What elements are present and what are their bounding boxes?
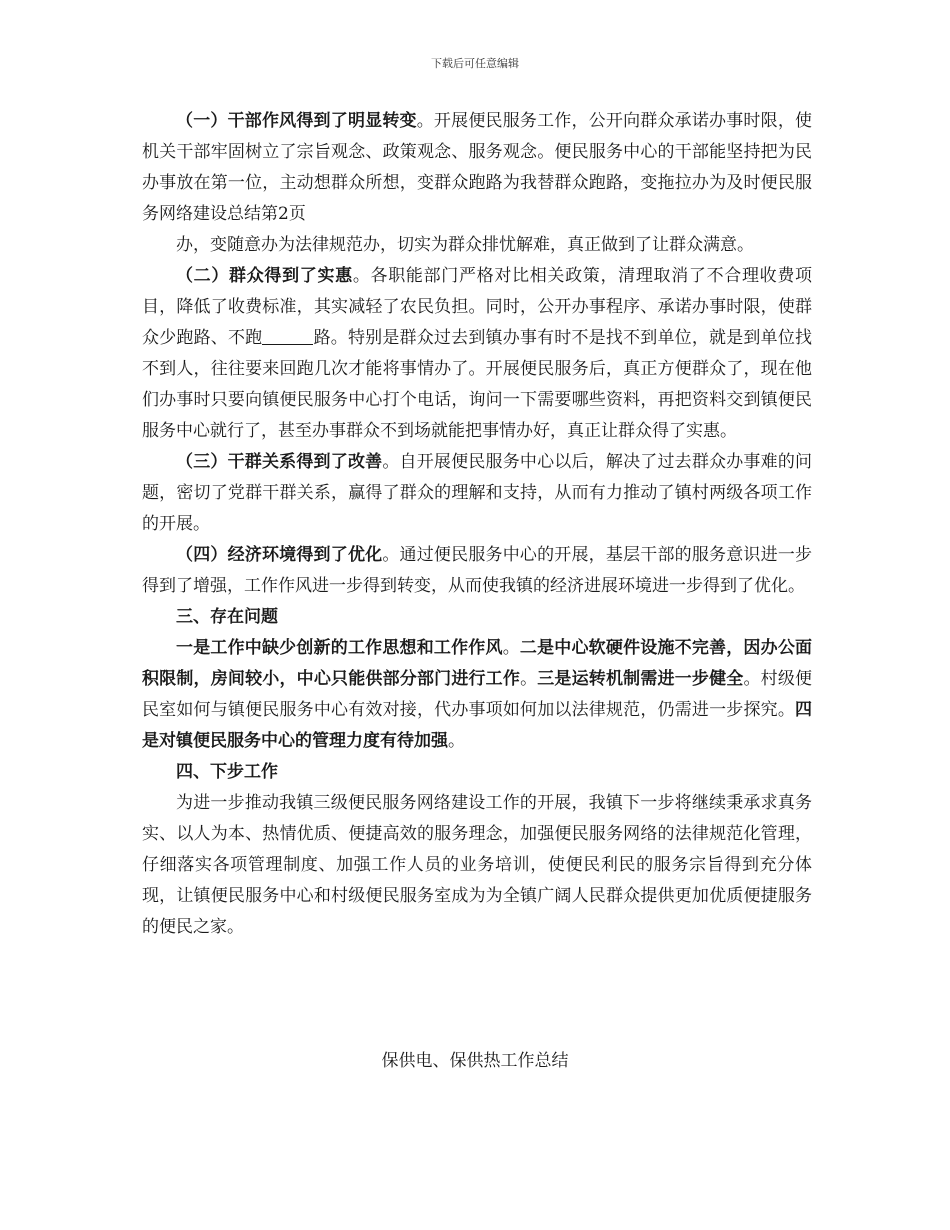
paragraph-economy [142,540,812,602]
paragraph-text: 为进一步推动我镇三级便民服务网络建设工作的开展，我镇下一步将继续秉承求真务实、以人为本、热情优质、便捷高效的服务理念，加强便民服务网络的法律规范化管理，仔细落实各项管理制度、加强工作人员的业务培训，使便民利民的服务宗旨得到充分体现，让镇便民服务中心和村级便民服务室成为为全镇广阔人民群众提供更加优质便捷服务的便民之家。 [142,793,812,937]
problem-2: 二是中心软硬件设施不完善，因办公面积限制，房间较小，中心只能供部分部门进行工作 [142,638,813,689]
document-body [142,106,812,943]
page-header-note: 下载后可任意编辑 [431,57,519,70]
paragraph-heading: （三）干群关系得到了改善 [176,452,383,472]
fill-in-blank [262,327,313,345]
paragraph-heading: （二）群众得到了实惠 [176,266,353,286]
paragraph-text: 。通过便民服务中心的开展，基层干部的服务意识进一步得到了增强，工作作风进一步得到转变，从而使我镇的经济进展环境进一步得到了优化。 [142,545,813,596]
paragraph-benefits [142,261,812,447]
paragraph-cadre-style [142,106,812,230]
paragraph-continuation [142,230,812,261]
paragraph-text: 。开展便民服务工作，公开向群众承诺办事时限，使机关干部牢固树立了宗旨观念、政策观念、服务观念。便民服务中心的干部能坚持把为民办事放在第一位，主动想群众所想，变群众跑路为我替群众跑路，变拖拉办为及时便民服务网络建设总结第2页 [142,111,813,224]
paragraph-heading: （四）经济环境得到了优化 [176,545,383,565]
problem-4: 四是对镇便民服务中心的管理力度有待加强 [142,700,812,751]
paragraph-relations [142,447,812,540]
paragraph-next-steps [142,788,812,943]
paragraph-text: 。各职能部门严格对比相关政策，清理取消了不合理收费项目，降低了收费标准，其实减轻了农民负担。同时，公开办事程序、承诺办事时限，使群众少跑路、不跑 [142,266,813,348]
next-document-title: 保供电、保供热工作总结 [381,1051,569,1071]
paragraph-text: 。自开展便民服务中心以后，解决了过去群众办事难的问题，密切了党群干群关系，赢得了群众的理解和支持，从而有力推动了镇村两级各项工作的开展。 [142,452,813,534]
paragraph-text: 办，变随意办为法律规范办，切实为群众排忧解难，真正做到了让群众满意。 [176,235,754,255]
separator: 。 [520,669,538,689]
problem-3: 三是运转机制需进一步健全 [537,669,744,689]
section-heading-problems: 三、存在问题 [176,607,278,627]
paragraph-problems [142,633,812,757]
problem-1: 一是工作中缺少创新的工作思想和工作作风 [176,638,503,658]
paragraph-text: 路。特别是群众过去到镇办事有时不是找不到单位，就是到单位找不到人，往往要来回跑几次才能将事情办了。开展便民服务后，真正方便群众了，现在他们办事时只要向镇便民服务中心打个电话，询问一下需要哪些资料，再把资料交到镇便民服务中心就行了，甚至办事群众不到场就能把事情办好，真正让群众得了实惠。 [142,328,813,441]
separator: 。 [502,638,520,658]
paragraph-text: 。村级便民室如何与镇便民服务中心有效对接，代办事项如何加以法律规范，仍需进一步探究。 [142,669,813,720]
paragraph-heading: （一）干部作风得到了明显转变 [176,111,417,131]
separator: 。 [448,731,465,751]
section-heading-next-steps: 四、下步工作 [176,762,278,782]
